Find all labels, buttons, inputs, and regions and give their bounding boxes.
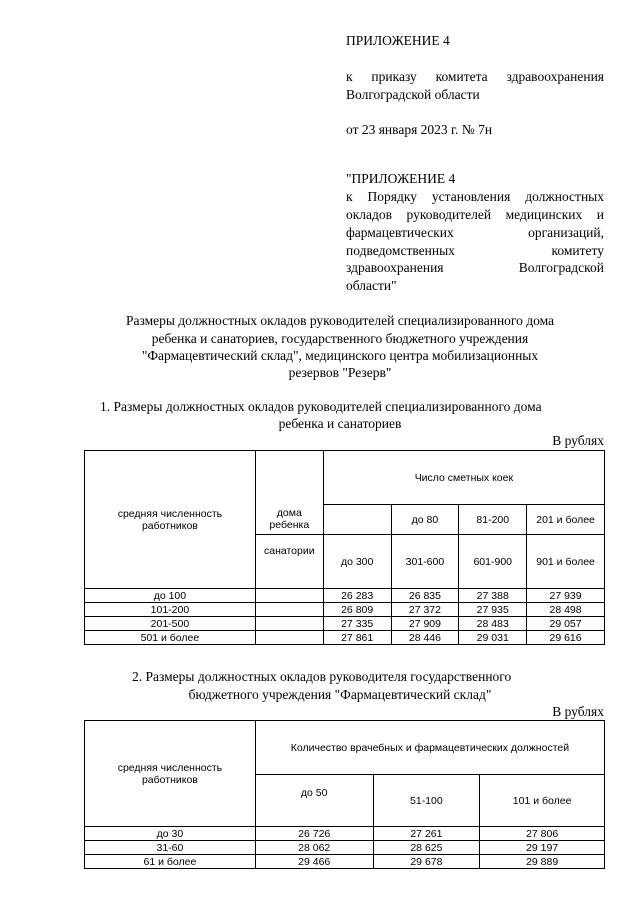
home-range-1 xyxy=(323,505,391,535)
cell-value: 27 935 xyxy=(459,603,527,617)
main-title-line-3: "Фармацевтический склад", медицинского центра мобилизационных xyxy=(141,348,539,363)
section1-title-line-1: 1. Размеры должностных окладов руководителей специализированного дома xyxy=(100,399,542,414)
table-row xyxy=(85,841,605,855)
table-row xyxy=(85,617,605,631)
cell-value: 28 498 xyxy=(527,603,605,617)
row-label: 31-60 xyxy=(85,841,256,855)
cell-value: 27 909 xyxy=(391,617,459,631)
cell-value: 29 889 xyxy=(480,855,605,869)
row-label: 101-200 xyxy=(85,603,256,617)
row-label: до 30 xyxy=(85,827,256,841)
positions-range-2: 51-100 xyxy=(373,775,480,827)
procedure-line-2: окладов руководителей медицинских и xyxy=(346,207,604,222)
cell-value: 29 616 xyxy=(527,631,605,645)
staff-header: средняя численность работников xyxy=(85,721,256,827)
order-line-2: Волгоградской области xyxy=(346,87,480,102)
staff-header: средняя численность работников xyxy=(85,451,256,589)
cell-value: 27 806 xyxy=(480,827,605,841)
procedure-line-5: здравоохранения Волгоградской xyxy=(346,260,604,275)
main-title-line-4: резервов "Резерв" xyxy=(288,365,392,380)
sanatorium-row-label: санатории xyxy=(255,535,323,589)
main-title-line-2: ребенка и санаториев, государственного бюджетного учреждения xyxy=(151,331,529,346)
positions-header: Количество врачебных и фармацевтических должностей xyxy=(255,721,604,775)
table-row xyxy=(85,631,605,645)
sanatorium-range-4: 901 и более xyxy=(527,535,605,589)
sanatorium-range-2: 301-600 xyxy=(391,535,459,589)
cell-value: 26 283 xyxy=(323,589,391,603)
procedure-line-6: области" xyxy=(346,278,397,293)
section2-currency: В рублях xyxy=(552,704,604,719)
cell-value: 27 388 xyxy=(459,589,527,603)
cell-value: 27 861 xyxy=(323,631,391,645)
cell-value: 27 335 xyxy=(323,617,391,631)
order-line-1: к приказу комитета здравоохранения xyxy=(346,69,604,84)
table-row xyxy=(85,603,605,617)
section2-title-line-1: 2. Размеры должностных окладов руководителя государственного xyxy=(132,669,512,684)
cell-value: 26 809 xyxy=(323,603,391,617)
cell-value: 27 372 xyxy=(391,603,459,617)
table-row xyxy=(85,589,605,603)
quoted-appendix-title: "ПРИЛОЖЕНИЕ 4 xyxy=(346,171,456,186)
cell-value: 27 261 xyxy=(373,827,480,841)
cell-value: 29 057 xyxy=(527,617,605,631)
procedure-line-1: к Порядку установления должностных xyxy=(346,189,604,204)
table-row xyxy=(85,855,605,869)
row-label: 201-500 xyxy=(85,617,256,631)
home-range-3: 81-200 xyxy=(459,505,527,535)
date-line: от 23 января 2023 г. № 7н xyxy=(346,122,493,137)
section2-table xyxy=(84,720,605,869)
appendix-title: ПРИЛОЖЕНИЕ 4 xyxy=(346,33,450,48)
procedure-line-4: подведомственных комитету xyxy=(346,243,604,258)
cell-value: 26 726 xyxy=(255,827,373,841)
procedure-line-3: фармацевтических организаций, xyxy=(346,225,604,240)
cell-value: 28 446 xyxy=(391,631,459,645)
row-label: 501 и более xyxy=(85,631,256,645)
positions-range-3: 101 и более xyxy=(480,775,605,827)
cell-value: 29 678 xyxy=(373,855,480,869)
section1-currency: В рублях xyxy=(552,433,604,448)
cell-value: 29 466 xyxy=(255,855,373,869)
section1-title-line-2: ребенка и санаториев xyxy=(278,416,402,431)
row-label: 61 и более xyxy=(85,855,256,869)
cell-value: 28 483 xyxy=(459,617,527,631)
table-row xyxy=(85,827,605,841)
section1-table xyxy=(84,450,605,645)
sanatorium-range-1: до 300 xyxy=(323,535,391,589)
cell-value: 27 939 xyxy=(527,589,605,603)
cell-value: 28 625 xyxy=(373,841,480,855)
positions-range-1: до 50 xyxy=(255,775,373,827)
beds-header: Число сметных коек xyxy=(323,451,604,505)
cell-value: 28 062 xyxy=(255,841,373,855)
home-range-4: 201 и более xyxy=(527,505,605,535)
section2-title-line-2: бюджетного учреждения "Фармацевтический склад" xyxy=(188,687,492,702)
row-label: до 100 xyxy=(85,589,256,603)
sanatorium-range-3: 601-900 xyxy=(459,535,527,589)
cell-value: 29 197 xyxy=(480,841,605,855)
cell-value: 29 031 xyxy=(459,631,527,645)
home-range-2: до 80 xyxy=(391,505,459,535)
main-title-line-1: Размеры должностных окладов руководителей специализированного дома xyxy=(125,313,555,328)
home-row-label: дома ребенка xyxy=(255,505,323,535)
cell-value: 26 835 xyxy=(391,589,459,603)
